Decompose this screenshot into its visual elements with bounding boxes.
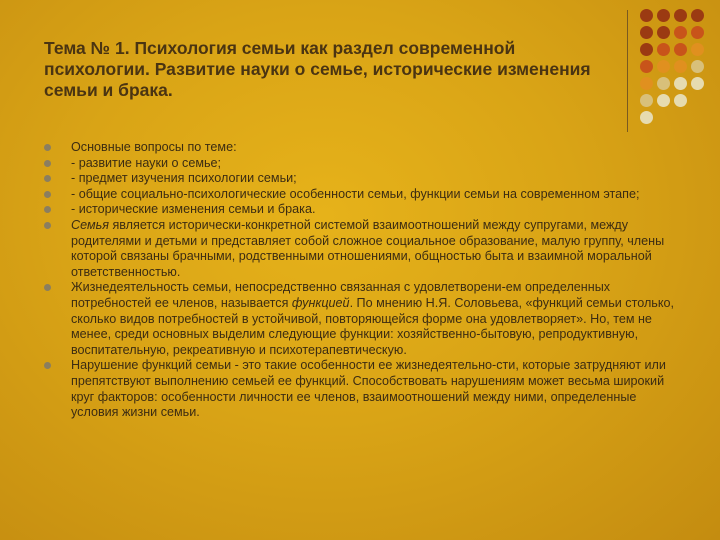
bullet-item bbox=[44, 171, 680, 187]
dot bbox=[691, 77, 704, 90]
bullet-dot-icon bbox=[44, 222, 51, 229]
dot bbox=[657, 94, 670, 107]
bullet-item bbox=[44, 218, 680, 280]
dot bbox=[640, 9, 653, 22]
bullet-text: функцией bbox=[291, 295, 350, 310]
dot bbox=[640, 94, 653, 107]
bullet-text: является исторически-конкретной системой взаимоотношений между супругами, между родителями и детьми и представляет собой сложное социальное образование, малую группу, члены которой связаны брачными, родственными отношениями, общностью быта и взаимной моральной ответственностью. bbox=[71, 217, 665, 279]
bullet-text: - предмет изучения психологии семьи; bbox=[71, 171, 297, 186]
bullet-text: Нарушение функций семьи - это такие особенности ее жизнедеятельно-сти, которые затрудняют или препятствуют выполнению семьей ее функций. Способствовать нарушениям может весьма широкий круг факторов: особенности личности ее членов, взаимоотношений между ними, определенные условия жизни семьи. bbox=[71, 358, 666, 420]
dot bbox=[674, 43, 687, 56]
dot bbox=[691, 9, 704, 22]
dot bbox=[691, 26, 704, 39]
dot bbox=[657, 60, 670, 73]
bullet-dot-icon bbox=[44, 191, 51, 198]
dot bbox=[691, 60, 704, 73]
bullet-dot-icon bbox=[44, 206, 51, 213]
bullet-item bbox=[44, 358, 680, 420]
bullet-dot-icon bbox=[44, 284, 51, 291]
bullet-item bbox=[44, 187, 680, 203]
bullet-text: Основные вопросы по теме: bbox=[71, 140, 237, 154]
bullet-text: Жизнедеятельность семьи, непосредственно связанная с удовлетворени-ем определенных потребностей ее членов, называется bbox=[71, 280, 611, 310]
bullet-text: . По мнению Н.Я. Соловьева, «функций семьи столько, сколько видов потребностей в устойчивой, повторяющейся форме она удовлетворяет». Но, тем не менее, среди основных выделим следующие функции: хозяйственно-бытовую, репродуктивную, воспитательную, рекреативную и психотерапевтическую. bbox=[71, 295, 675, 357]
bullet-item bbox=[44, 280, 680, 358]
bullet-text: Семья bbox=[71, 217, 109, 232]
bullet-item bbox=[44, 156, 680, 172]
bullet-text: - исторические изменения семьи и брака. bbox=[71, 202, 316, 217]
dot bbox=[640, 60, 653, 73]
bullet-text: - развитие науки о семье; bbox=[71, 155, 222, 170]
dot bbox=[657, 43, 670, 56]
dot bbox=[640, 43, 653, 56]
bullet-dot-icon bbox=[44, 160, 51, 167]
bullet-item bbox=[44, 202, 680, 218]
dot bbox=[674, 26, 687, 39]
bullet-dot-icon bbox=[44, 175, 51, 182]
decorative-dot-grid bbox=[640, 9, 705, 125]
slide-title: Тема № 1. Психология семьи как раздел современной психологии. Развитие науки о семье, исторические изменения семьи и брака. bbox=[44, 38, 591, 100]
bullet-item bbox=[44, 140, 680, 156]
dot bbox=[674, 94, 687, 107]
dot bbox=[657, 26, 670, 39]
content-bullet-list bbox=[44, 140, 680, 421]
dot bbox=[657, 9, 670, 22]
dot bbox=[674, 77, 687, 90]
bullet-dot-icon bbox=[44, 362, 51, 369]
dot bbox=[657, 77, 670, 90]
dot bbox=[691, 43, 704, 56]
dot bbox=[674, 9, 687, 22]
dot bbox=[640, 26, 653, 39]
bullet-text: - общие социально-психологические особенности семьи, функции семьи на современном этапе; bbox=[71, 186, 640, 201]
dot bbox=[674, 60, 687, 73]
dot bbox=[640, 111, 653, 124]
dot bbox=[640, 77, 653, 90]
vertical-divider bbox=[627, 10, 628, 132]
bullet-dot-icon bbox=[44, 144, 51, 151]
